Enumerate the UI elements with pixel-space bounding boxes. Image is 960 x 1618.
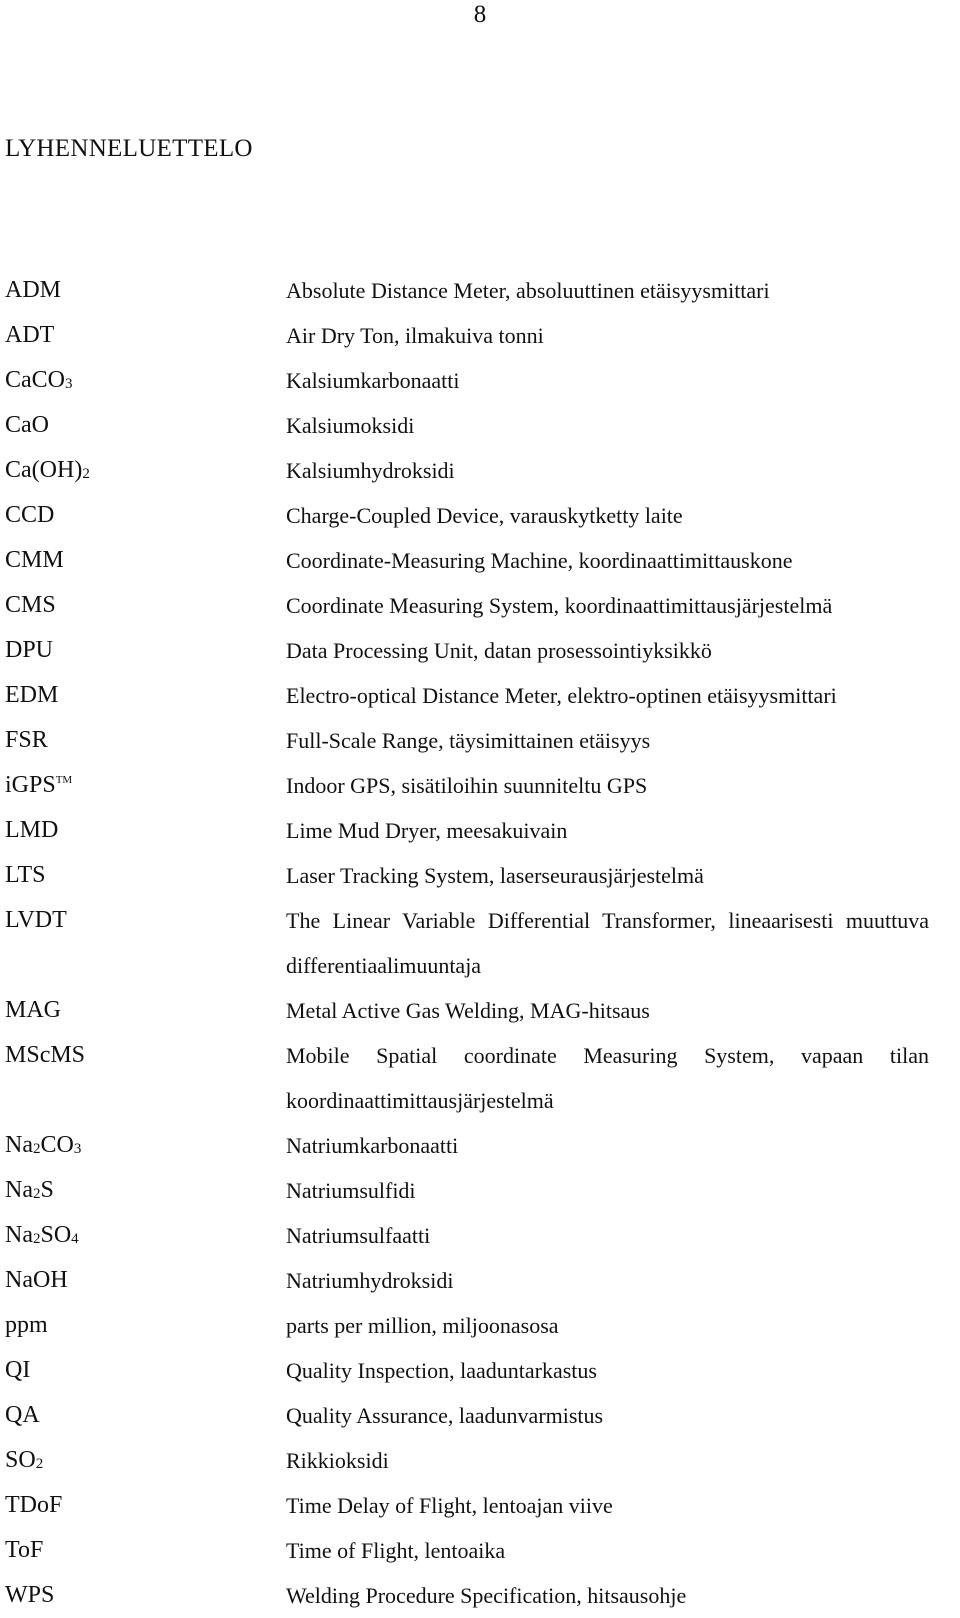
term-text: ADT: [5, 322, 55, 348]
term-text: DPU: [5, 637, 54, 663]
abbreviation-row: [0, 1348, 960, 1393]
term-text: S: [40, 1177, 54, 1203]
abbreviation-term: [0, 898, 286, 943]
term-text: CMM: [5, 547, 64, 573]
abbreviation-term: [0, 673, 286, 718]
abbreviation-definition: Quality Inspection, laaduntarkastus: [286, 1358, 597, 1383]
term-subscript: 3: [65, 376, 73, 392]
abbreviation-row: [0, 1213, 960, 1258]
abbreviation-term: [0, 583, 286, 628]
abbreviation-definition: Metal Active Gas Welding, MAG-hitsaus: [286, 998, 650, 1023]
abbreviation-definition: Full-Scale Range, täysimittainen etäisyys: [286, 728, 651, 753]
term-subscript: 3: [73, 1141, 82, 1157]
abbreviation-definition: Natriumkarbonaatti: [286, 1133, 459, 1158]
abbreviation-row: [0, 583, 960, 628]
term-subscript: 2: [32, 1141, 41, 1157]
abbreviation-row: [0, 268, 960, 313]
term-text: EDM: [5, 682, 59, 708]
abbreviation-term: [0, 1438, 286, 1483]
term-text: WPS: [5, 1582, 55, 1608]
abbreviation-term: [0, 853, 286, 898]
abbreviation-term: [0, 1393, 286, 1438]
abbreviation-definition: Laser Tracking System, laserseurausjärjestelmä: [286, 863, 704, 888]
abbreviation-definition: Kalsiumhydroksidi: [286, 458, 455, 483]
abbreviation-term: [0, 988, 286, 1033]
abbreviation-term: [0, 358, 286, 403]
abbreviation-definition: Air Dry Ton, ilmakuiva tonni: [286, 323, 544, 348]
abbreviation-definition: Natriumsulfaatti: [286, 1223, 431, 1248]
term-text: NaOH: [5, 1267, 68, 1293]
term-subscript: 2: [32, 1231, 41, 1247]
abbreviation-row: [0, 1393, 960, 1438]
abbreviation-definition: parts per million, miljoonasosa: [286, 1313, 559, 1338]
abbreviation-row: [0, 853, 960, 898]
abbreviation-term: [0, 763, 286, 808]
abbreviation-definition: Data Processing Unit, datan prosessointiyksikkö: [286, 638, 712, 663]
abbreviation-definition: Coordinate-Measuring Machine, koordinaattimittauskone: [286, 548, 793, 573]
abbreviation-definition: Natriumsulfidi: [286, 1178, 416, 1203]
term-text: LVDT: [5, 907, 67, 933]
abbreviation-definition: Charge-Coupled Device, varauskytketty laite: [286, 503, 683, 528]
term-text: Na: [5, 1222, 33, 1248]
abbreviation-definition: Welding Procedure Specification, hitsausohje: [286, 1583, 687, 1608]
abbreviation-definition: Rikkioksidi: [286, 1448, 389, 1473]
abbreviation-definition: Natriumhydroksidi: [286, 1268, 454, 1293]
abbreviation-row: [0, 763, 960, 808]
page-number: 8: [473, 1, 487, 28]
page-title: LYHENNELUETTELO: [5, 135, 253, 162]
abbreviation-row: [0, 718, 960, 763]
term-text: MAG: [5, 997, 62, 1023]
abbreviation-row: [0, 898, 960, 988]
abbreviation-definition: Time Delay of Flight, lentoajan viive: [286, 1493, 613, 1518]
abbreviation-row: [0, 673, 960, 718]
abbreviation-term: [0, 403, 286, 448]
term-text: CMS: [5, 592, 56, 618]
abbreviation-row: [0, 448, 960, 493]
abbreviation-definition: Lime Mud Dryer, meesakuivain: [286, 818, 568, 843]
term-superscript: TM: [55, 774, 73, 786]
abbreviation-definition: Time of Flight, lentoaika: [286, 1538, 506, 1563]
abbreviation-definition: Absolute Distance Meter, absoluuttinen etäisyysmittari: [286, 278, 770, 303]
abbreviation-term: [0, 628, 286, 673]
abbreviation-row: [0, 1123, 960, 1168]
abbreviation-term: [0, 1483, 286, 1528]
abbreviation-term: [0, 718, 286, 763]
abbreviation-definition: The Linear Variable Differential Transformer, lineaarisesti muuttuva differentiaalimuuntaja: [286, 908, 929, 978]
abbreviation-row: [0, 1438, 960, 1483]
term-text: Na: [5, 1132, 33, 1158]
abbreviation-term: [0, 538, 286, 583]
abbreviation-row: [0, 628, 960, 673]
term-text: Ca(OH): [5, 457, 83, 483]
abbreviation-row: [0, 1483, 960, 1528]
abbreviation-row: [0, 1033, 960, 1123]
term-text: FSR: [5, 727, 48, 753]
term-text: QI: [5, 1357, 31, 1383]
abbreviation-definition: Kalsiumkarbonaatti: [286, 368, 460, 393]
abbreviation-definition: Quality Assurance, laadunvarmistus: [286, 1403, 604, 1428]
abbreviation-term: [0, 493, 286, 538]
abbreviation-row: [0, 538, 960, 583]
abbreviation-row: [0, 988, 960, 1033]
abbreviation-row: [0, 1258, 960, 1303]
abbreviation-definition: Electro-optical Distance Meter, elektro-optinen etäisyysmittari: [286, 683, 837, 708]
term-text: SO: [5, 1447, 36, 1473]
term-text: ADM: [5, 277, 62, 303]
term-text: Na: [5, 1177, 33, 1203]
abbreviation-term: [0, 1258, 286, 1303]
term-text: ppm: [5, 1312, 48, 1338]
abbreviation-term: [0, 1213, 286, 1258]
term-text: SO: [40, 1222, 72, 1248]
term-text: CCD: [5, 502, 55, 528]
abbreviation-row: [0, 1528, 960, 1573]
term-text: QA: [5, 1402, 40, 1428]
abbreviation-term: [0, 313, 286, 358]
term-text: ToF: [5, 1537, 44, 1563]
abbreviation-term: [0, 268, 286, 313]
abbreviation-list: [0, 268, 960, 1618]
abbreviation-row: [0, 1303, 960, 1348]
term-text: TDoF: [5, 1492, 63, 1518]
abbreviation-row: [0, 1168, 960, 1213]
term-text: CaO: [5, 412, 49, 438]
abbreviation-row: [0, 808, 960, 853]
abbreviation-term: [0, 1303, 286, 1348]
abbreviation-definition: Kalsiumoksidi: [286, 413, 415, 438]
abbreviation-term: [0, 1573, 286, 1618]
term-subscript: 2: [35, 1456, 44, 1472]
abbreviation-definition: Mobile Spatial coordinate Measuring System, vapaan tilan koordinaattimittausjärjestelmä: [286, 1043, 929, 1113]
abbreviation-term: [0, 1033, 286, 1078]
term-text: LTS: [5, 862, 46, 888]
abbreviation-term: [0, 448, 286, 493]
term-subscript: 2: [82, 466, 90, 482]
abbreviation-row: [0, 1573, 960, 1618]
abbreviation-row: [0, 358, 960, 403]
abbreviation-term: [0, 808, 286, 853]
abbreviation-term: [0, 1168, 286, 1213]
abbreviation-row: [0, 313, 960, 358]
abbreviation-row: [0, 493, 960, 538]
abbreviation-definition: Indoor GPS, sisätiloihin suunniteltu GPS: [286, 773, 648, 798]
abbreviation-definition: Coordinate Measuring System, koordinaattimittausjärjestelmä: [286, 593, 833, 618]
abbreviation-term: [0, 1528, 286, 1573]
term-text: CaCO: [5, 367, 65, 393]
term-text: MScMS: [5, 1042, 86, 1068]
term-text: iGPS: [5, 772, 56, 798]
abbreviation-term: [0, 1348, 286, 1393]
abbreviation-row: [0, 403, 960, 448]
term-text: LMD: [5, 817, 59, 843]
term-subscript: 2: [32, 1186, 41, 1202]
term-subscript: 4: [71, 1231, 79, 1247]
abbreviation-term: [0, 1123, 286, 1168]
term-text: CO: [40, 1132, 74, 1158]
